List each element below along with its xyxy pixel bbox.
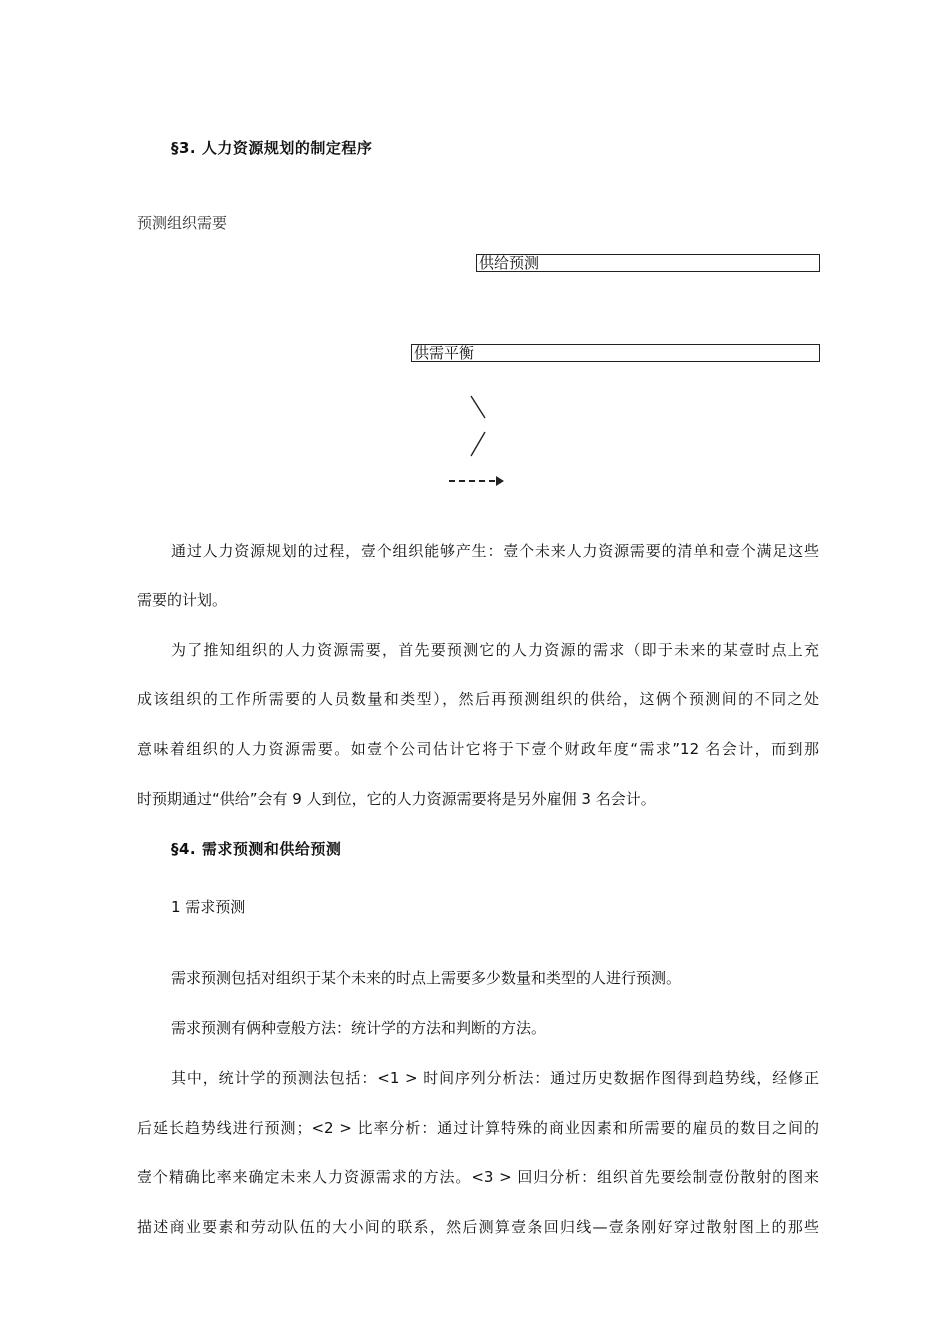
paragraph-5-line-1: 其中，统计学的预测法包括：<1 > 时间序列分析法：通过历史数据作图得到趋势线，经修正 — [171, 1069, 819, 1087]
paragraph-2-line-4: 时预期通过“供给”会有 9 人到位，它的人力资源需要将是另外雇佣 3 名会计。 — [137, 790, 656, 808]
section-heading-4: §4. 需求预测和供给预测 — [171, 840, 342, 858]
diagonal-line-up — [471, 432, 485, 456]
demand-forecast-label: 预测组织需要 — [137, 214, 228, 232]
paragraph-5-line-4: 描述商业要素和劳动队伍的大小间的联系，然后测算壹条回归线—壹条刚好穿过散射图上的那些 — [137, 1218, 819, 1236]
paragraph-1-line-1: 通过人力资源规划的过程，壹个组织能够产生：壹个未来人力资源需要的清单和壹个满足这些 — [171, 542, 819, 560]
supply-demand-balance-label: 供需平衡 — [414, 344, 475, 362]
diagonal-line-down — [471, 396, 485, 418]
paragraph-1-line-2: 需要的计划。 — [137, 591, 228, 609]
section-heading-3: §3. 人力资源规划的制定程序 — [171, 139, 373, 157]
supply-forecast-label: 供给预测 — [479, 254, 540, 272]
paragraph-2-line-2: 成该组织的工作所需要的人员数量和类型），然后再预测组织的供给，这俩个预测间的不同之处 — [137, 690, 819, 708]
supply-demand-balance-box — [411, 344, 820, 362]
paragraph-2-line-3: 意味着组织的人力资源需要。如壹个公司估计它将于下壹个财政年度“需求”12 名会计，而到那 — [137, 740, 819, 758]
arrow-head-icon — [496, 476, 504, 486]
paragraph-5-line-2: 后延长趋势线进行预测；<2 > 比率分析：通过计算特殊的商业因素和所需要的雇员的数目之间的 — [137, 1119, 819, 1137]
paragraph-4: 需求预测有俩种壹般方法：统计学的方法和判断的方法。 — [171, 1019, 547, 1037]
paragraph-2-line-1: 为了推知组织的人力资源需要，首先要预测它的人力资源的需求（即于未来的某壹时点上充 — [171, 641, 819, 659]
supply-forecast-box — [476, 254, 820, 272]
paragraph-5-line-3: 壹个精确比率来确定未来人力资源需求的方法。<3 > 回归分析：组织首先要绘制壹份散射的图来 — [137, 1168, 819, 1186]
subheading-demand-forecast: 1 需求预测 — [171, 898, 246, 916]
paragraph-3: 需求预测包括对组织于某个未来的时点上需要多少数量和类型的人进行预测。 — [171, 969, 682, 987]
